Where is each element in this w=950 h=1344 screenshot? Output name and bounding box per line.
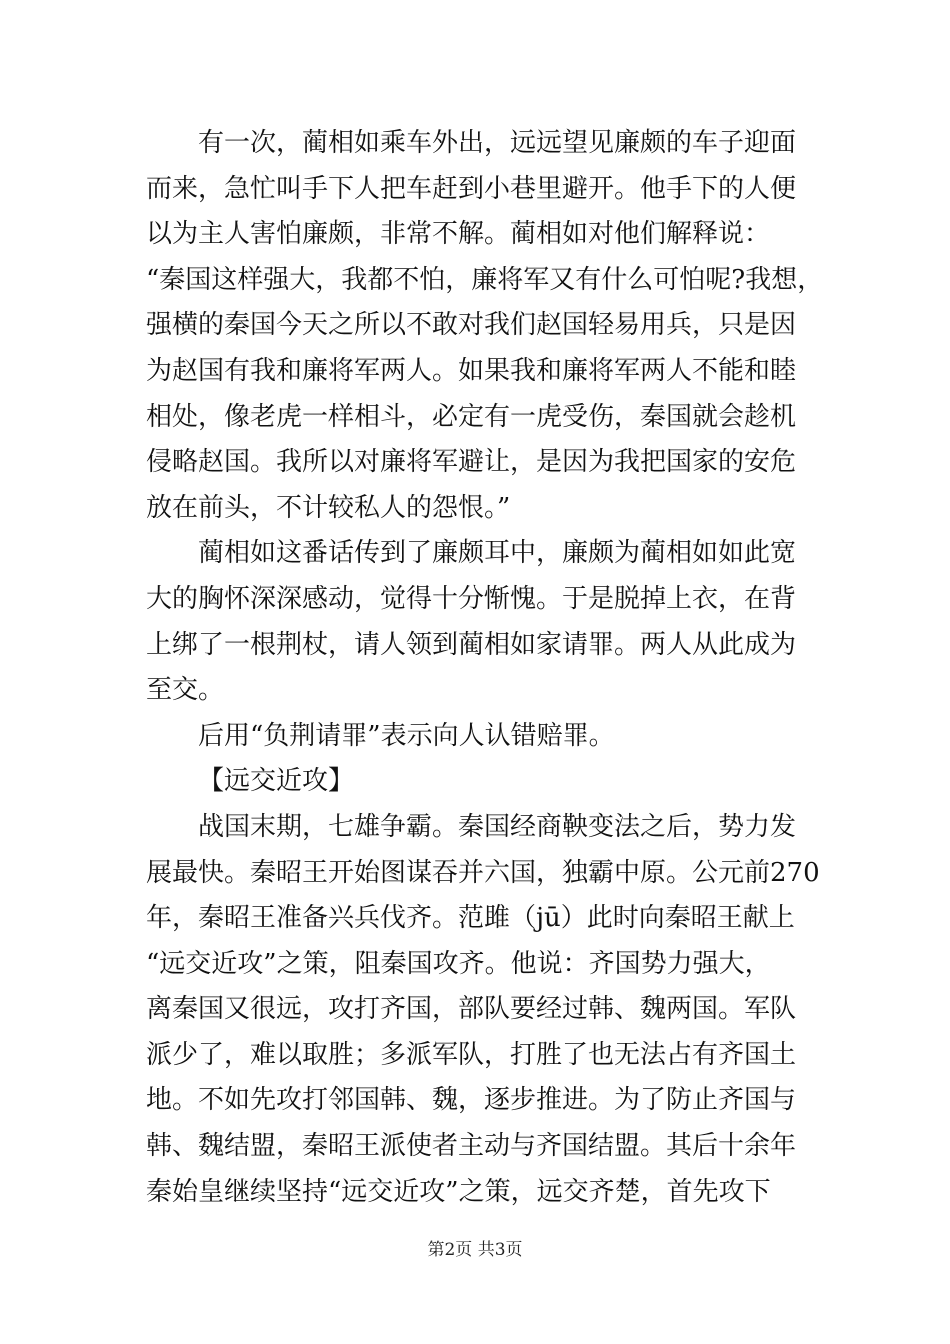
- section-heading: 【远交近攻】: [198, 766, 355, 797]
- text-line: 上绑了一根荆杖，请人领到蔺相如家请罪。两人从此成为: [146, 629, 797, 660]
- text-line: 后用“负荆请罪”表示向人认错赔罪。: [198, 720, 615, 751]
- text-line: 侵略赵国。我所以对廉将军避让，是因为我把国家的安危: [146, 447, 797, 478]
- text-line: 而来，急忙叫手下人把车赶到小巷里避开。他手下的人便: [146, 173, 797, 204]
- text-line: 展最快。秦昭王开始图谋吞并六国，独霸中原。公元前270: [146, 857, 820, 888]
- text-line: 大的胸怀深深感动，觉得十分惭愧。于是脱掉上衣，在背: [146, 583, 797, 614]
- text-line: 派少了，难以取胜；多派军队，打胜了也无法占有齐国土: [146, 1039, 797, 1070]
- text-line: 有一次，蔺相如乘车外出，远远望见廉颇的车子迎面: [198, 128, 797, 158]
- document-body: [146, 121, 826, 1215]
- text-line: 为赵国有我和廉将军两人。如果我和廉将军两人不能和睦: [146, 355, 797, 386]
- text-line: 相处，像老虎一样相斗，必定有一虎受伤，秦国就会趁机: [146, 401, 797, 432]
- text-line: 离秦国又很远，攻打齐国，部队要经过韩、魏两国。军队: [146, 994, 797, 1025]
- text-line: “远交近攻”之策，阻秦国攻齐。他说：齐国势力强大，: [146, 948, 771, 979]
- page-footer: 第2页 共3页: [427, 1240, 523, 1260]
- text-line: 战国末期，七雄争霸。秦国经商鞅变法之后，势力发: [198, 811, 797, 842]
- text-line: 韩、魏结盟，秦昭王派使者主动与齐国结盟。其后十余年: [146, 1131, 797, 1162]
- text-line: 蔺相如这番话传到了廉颇耳中，廉颇为蔺相如如此宽: [198, 538, 797, 569]
- text-line: 强横的秦国今天之所以不敢对我们赵国轻易用兵，只是因: [146, 310, 797, 341]
- text-line: 地。不如先攻打邻国韩、魏，逐步推进。为了防止齐国与: [146, 1085, 797, 1116]
- text-line: 年，秦昭王准备兴兵伐齐。范雎（jū）此时向秦昭王献上: [146, 903, 795, 934]
- text-line: 秦始皇继续坚持“远交近攻”之策，远交齐楚，首先攻下: [146, 1176, 771, 1207]
- text-line: 以为主人害怕廉颇，非常不解。蔺相如对他们解释说：: [146, 219, 771, 250]
- text-line: 至交。: [146, 675, 225, 706]
- text-line: 放在前头，不计较私人的怨恨。”: [146, 492, 511, 523]
- text-line: “秦国这样强大，我都不怕，廉将军又有什么可怕呢?我想，: [146, 264, 824, 295]
